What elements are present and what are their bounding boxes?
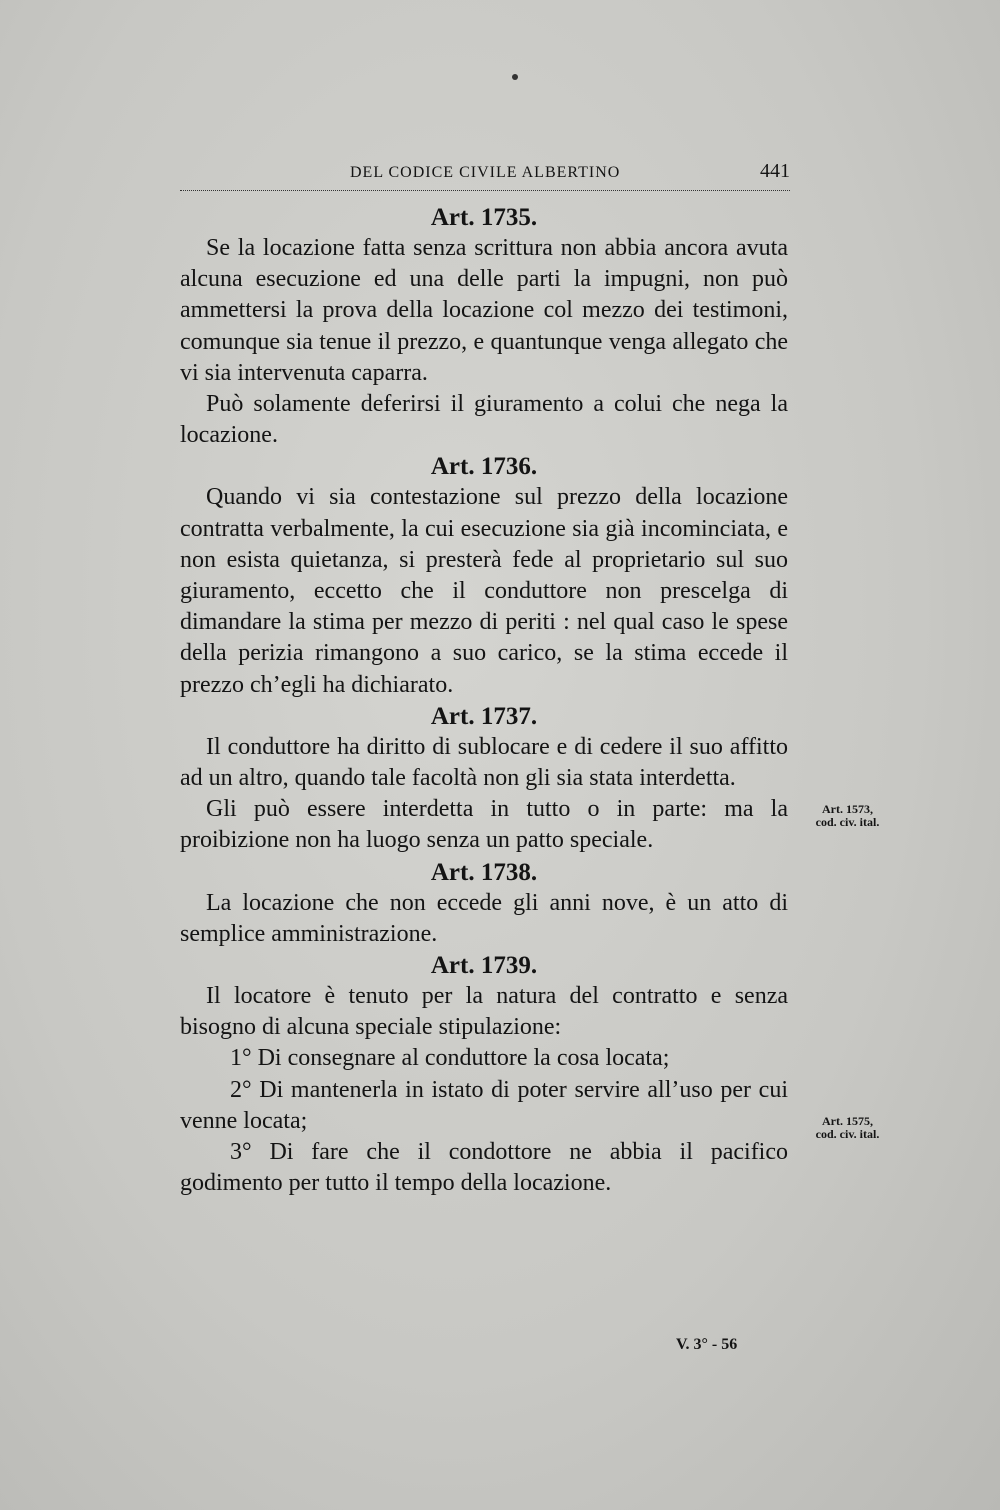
article-1735-paragraph-1: Se la locazione fatta senza scrittura non abbia ancora avuta alcuna esecuzione ed una delle parti la impugni, non può ammettersi la prova della locazione col mezzo dei testimoni, comunque sia tenue il prezzo, e quantunque venga allegato che vi sia intervenuta caparra. [180, 235, 788, 386]
page-header [180, 160, 790, 191]
margin-note-line: Art. 1575, [822, 1114, 873, 1128]
article-1737-paragraph-1: Il conduttore ha diritto di sublocare e di cedere il suo affitto ad un altro, quando tale facoltà non gli sia stata interdetta. [180, 733, 788, 792]
running-title: DEL CODICE CIVILE ALBERTINO [350, 164, 621, 181]
article-1735-paragraph-2: Può solamente deferirsi il giuramento a colui che nega la locazione. [180, 391, 788, 449]
article-1739-item-2: 2° Di mantenerla in istato di poter servire all’uso per cui venne locata; [180, 1076, 788, 1134]
margin-note-line: Art. 1573, [822, 802, 873, 816]
article-heading-1736: Art. 1736. [430, 453, 538, 481]
margin-note-art-1739 [800, 1115, 895, 1141]
article-heading-1737: Art. 1737. [430, 702, 538, 730]
printer-signature: V. 3° - 56 [676, 1336, 738, 1353]
article-1736-paragraph-1: Quando vi sia contestazione sul prezzo della locazione contratta verbalmente, la cui esecuzione sia già incominciata, e non esista quietanza, si presterà fede al proprietario sul suo giuramento, eccetto che il conduttore non prescelga di dimandare la stima per mezzo di periti : nel qual caso le spese della perizia rimangono a suo carico, se la stima eccede il prezzo ch’egli ha dichiarato. [180, 484, 788, 698]
article-1737-paragraph-2: Gli può essere interdetta in tutto o in parte: ma la proibizione non ha luogo senza un patto speciale. [180, 796, 788, 854]
margin-note-line: cod. civ. ital. [815, 815, 880, 829]
margin-note-art-1737 [800, 803, 895, 829]
article-heading-1739: Art. 1739. [430, 952, 538, 980]
margin-note-line: cod. civ. ital. [815, 1127, 880, 1141]
ink-speck [512, 74, 518, 80]
article-heading-1738: Art. 1738. [430, 858, 538, 886]
page-number: 441 [760, 160, 790, 182]
document-body [180, 202, 788, 1199]
article-1739-paragraph-1: Il locatore è tenuto per la natura del contratto e senza bisogno di alcuna speciale stipulazione: [180, 983, 788, 1041]
article-heading-1735: Art. 1735. [430, 204, 538, 231]
article-1739-item-3: 3° Di fare che il condottore ne abbia il pacifico godimento per tutto il tempo della locazione. [180, 1139, 788, 1197]
article-1739-item-1: 1° Di consegnare al conduttore la cosa locata; [230, 1045, 670, 1072]
article-1738-paragraph-1: La locazione che non eccede gli anni nove, è un atto di semplice amministrazione. [180, 889, 788, 947]
